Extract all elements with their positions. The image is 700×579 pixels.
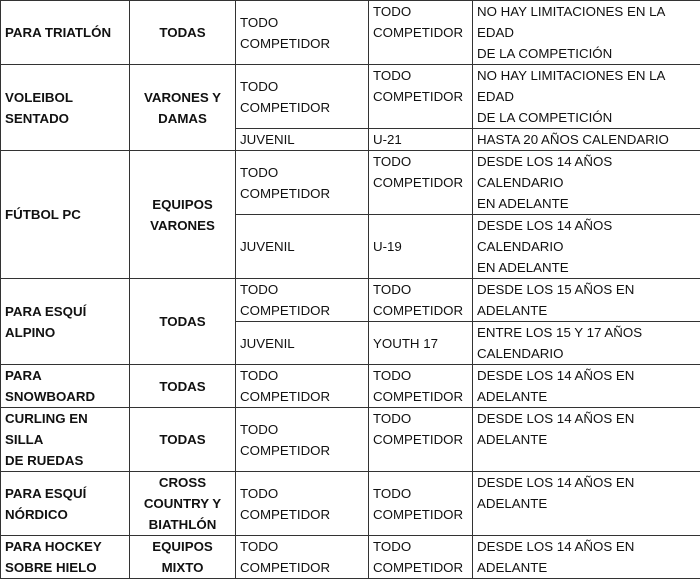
- category-cell: VARONES Y DAMAS: [130, 65, 236, 151]
- category-cell: EQUIPOS VARONES: [130, 151, 236, 279]
- category-cell: TODAS: [130, 279, 236, 365]
- type-cell: TODO COMPETIDOR: [236, 472, 369, 536]
- age-cell: DESDE LOS 14 AÑOS CALENDARIO EN ADELANTE: [473, 151, 700, 215]
- type-cell: TODO COMPETIDOR: [236, 536, 369, 579]
- sport-cell: PARA HOCKEY SOBRE HIELO: [1, 536, 130, 579]
- age-cell: NO HAY LIMITACIONES EN LA EDAD DE LA COMPETICIÓN: [473, 65, 700, 129]
- sport-cell: FÚTBOL PC: [1, 151, 130, 279]
- type-cell: TODO COMPETIDOR: [236, 1, 369, 65]
- category-cell: TODAS: [130, 408, 236, 472]
- age-cell: HASTA 20 AÑOS CALENDARIO: [473, 129, 700, 151]
- age-cell: DESDE LOS 14 AÑOS EN ADELANTE: [473, 365, 700, 408]
- table-row: [1, 365, 700, 408]
- type-cell: TODO COMPETIDOR: [236, 408, 369, 472]
- class-cell: TODO COMPETIDOR: [369, 1, 473, 65]
- table-row: [1, 472, 700, 536]
- class-cell: U-19: [369, 215, 473, 279]
- class-cell: U-21: [369, 129, 473, 151]
- sport-cell: VOLEIBOL SENTADO: [1, 65, 130, 151]
- type-cell: TODO COMPETIDOR: [236, 65, 369, 129]
- age-cell: DESDE LOS 14 AÑOS CALENDARIO EN ADELANTE: [473, 215, 700, 279]
- type-cell: JUVENIL: [236, 322, 369, 365]
- type-cell: JUVENIL: [236, 129, 369, 151]
- sport-cell: PARA ESQUÍ NÓRDICO: [1, 472, 130, 536]
- table-row: [1, 279, 700, 322]
- age-cell: NO HAY LIMITACIONES EN LA EDAD DE LA COMPETICIÓN: [473, 1, 700, 65]
- type-cell: JUVENIL: [236, 215, 369, 279]
- class-cell: TODO COMPETIDOR: [369, 365, 473, 408]
- age-cell: ENTRE LOS 15 Y 17 AÑOS CALENDARIO: [473, 322, 700, 365]
- type-cell: TODO COMPETIDOR: [236, 279, 369, 322]
- category-cell: TODAS: [130, 1, 236, 65]
- class-cell: TODO COMPETIDOR: [369, 536, 473, 579]
- category-cell: CROSS COUNTRY Y BIATHLÓN: [130, 472, 236, 536]
- class-cell: TODO COMPETIDOR: [369, 408, 473, 472]
- age-cell: DESDE LOS 14 AÑOS EN ADELANTE: [473, 536, 700, 579]
- type-cell: TODO COMPETIDOR: [236, 151, 369, 215]
- category-cell: TODAS: [130, 365, 236, 408]
- type-cell: TODO COMPETIDOR: [236, 365, 369, 408]
- class-cell: TODO COMPETIDOR: [369, 65, 473, 129]
- table-row: [1, 151, 700, 215]
- table-row: [1, 536, 700, 579]
- sport-cell: CURLING EN SILLA DE RUEDAS: [1, 408, 130, 472]
- table-row: [1, 408, 700, 472]
- sport-cell: PARA SNOWBOARD: [1, 365, 130, 408]
- class-cell: TODO COMPETIDOR: [369, 279, 473, 322]
- class-cell: TODO COMPETIDOR: [369, 472, 473, 536]
- class-cell: YOUTH 17: [369, 322, 473, 365]
- table-row: [1, 1, 700, 65]
- sport-cell: PARA TRIATLÓN: [1, 1, 130, 65]
- table-row: [1, 65, 700, 129]
- sport-cell: PARA ESQUÍ ALPINO: [1, 279, 130, 365]
- age-cell: DESDE LOS 14 AÑOS EN ADELANTE: [473, 472, 700, 536]
- class-cell: TODO COMPETIDOR: [369, 151, 473, 215]
- age-cell: DESDE LOS 14 AÑOS EN ADELANTE: [473, 408, 700, 472]
- age-cell: DESDE LOS 15 AÑOS EN ADELANTE: [473, 279, 700, 322]
- category-cell: EQUIPOS MIXTO: [130, 536, 236, 579]
